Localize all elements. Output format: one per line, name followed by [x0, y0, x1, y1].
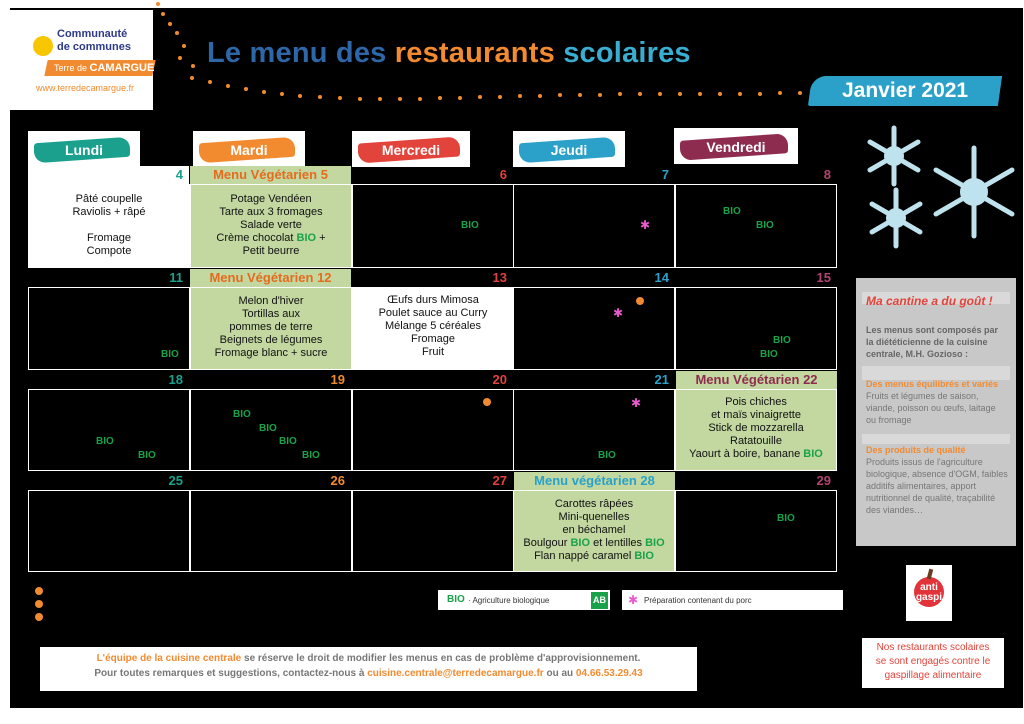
- veg-menu-header-12: Menu Végétarien 12: [190, 269, 351, 287]
- anti-waste-note: Nos restaurants scolaires se sont engagés contre le gaspillage alimentaire: [862, 638, 1004, 688]
- menu-cell-mardi-26: [190, 490, 352, 572]
- bio-label: BIO: [279, 436, 297, 447]
- menu-cell-jeudi-21: [513, 389, 675, 471]
- menu-cell-jeudi-28: Carottes râpées Mini-quenelles en béchamel Boulgour BIO et lentilles BIO Flan nappé caramel BIO: [513, 490, 675, 572]
- date-19: 19: [330, 372, 345, 387]
- bio-label: BIO: [138, 450, 156, 461]
- date-7: 7: [661, 167, 669, 182]
- bio-label: BIO: [773, 335, 791, 346]
- info-heading-1: Des menus équilibrés et variés: [866, 379, 999, 389]
- menu-cell-vendredi-8: [675, 184, 837, 268]
- bio-label: BIO: [598, 450, 616, 461]
- legend-bio: BIO · Agriculture biologique AB: [438, 590, 610, 610]
- menu-cell-jeudi-14: [513, 287, 675, 370]
- legend-pork: ✱ Préparation contenant du porc: [622, 590, 843, 610]
- bio-label: BIO: [96, 436, 114, 447]
- info-panel-title: Ma cantine a du goût !: [866, 294, 993, 308]
- date-11: 11: [169, 270, 183, 285]
- bio-label: BIO: [756, 220, 774, 231]
- veg-menu-header-5: Menu Végétarien 5: [190, 166, 351, 184]
- pork-star-icon: ✱: [613, 306, 624, 320]
- info-text-1: Fruits et légumes de saison, viande, poisson ou œufs, laitage ou fromage: [866, 391, 996, 425]
- menu-cell-mardi-19: [190, 389, 352, 471]
- date-13: 13: [492, 270, 507, 285]
- menu-cell-mardi-5: Potage Vendéen Tarte aux 3 fromages Salade verte Crème chocolat BIO + Petit beurre: [190, 184, 352, 268]
- logo-url[interactable]: www.terredecamargue.fr: [36, 83, 135, 93]
- bio-label: BIO: [723, 206, 741, 217]
- info-text-2: Produits issus de l'agriculture biologique, absence d'OGM, faibles additifs alimentaires, apport nutritionnel de qualité, traçabilité des viandes…: [866, 457, 1008, 515]
- month-banner: Janvier 2021: [808, 76, 1002, 106]
- date-18: 18: [168, 372, 183, 387]
- menu-cell-mercredi-13: Œufs durs Mimosa Poulet sauce au Curry Mélange 5 céréales Fromage Fruit: [352, 287, 514, 370]
- bio-label: BIO: [161, 349, 179, 360]
- menu-cell-lundi-4: Pâté coupelle Raviolis + râpé Fromage Compote: [28, 184, 190, 268]
- bio-label: BIO: [461, 220, 479, 231]
- logo-band-text: Terre de CAMARGUE: [54, 62, 155, 74]
- orange-dot-icon: [35, 613, 43, 621]
- info-heading-2: Des produits de qualité: [866, 445, 966, 455]
- menu-cell-mercredi-27: [352, 490, 514, 572]
- date-8: 8: [823, 167, 831, 182]
- date-6: 6: [499, 167, 507, 182]
- orange-dot-icon: [483, 398, 491, 406]
- pork-star-icon: ✱: [628, 593, 639, 607]
- bio-label: BIO: [302, 450, 320, 461]
- date-26: 26: [330, 473, 345, 488]
- pork-star-icon: ✱: [640, 218, 651, 232]
- bio-label: BIO: [760, 349, 778, 360]
- bio-label: BIO: [233, 409, 251, 420]
- info-intro: Les menus sont composés par la diététicienne de la cuisine centrale, M.H. Gozioso :: [866, 325, 999, 359]
- date-14: 14: [654, 270, 669, 285]
- page-title: Le menu des restaurants scolaires: [207, 37, 691, 69]
- anti-gaspi-logo: anti gaspi: [906, 565, 952, 621]
- menu-cell-jeudi-7: [513, 184, 675, 268]
- menu-cell-lundi-11: [28, 287, 190, 370]
- footer-note: L'équipe de la cuisine centrale se réserve le droit de modifier les menus en cas de problème d'approvisionnement. Pour toutes remarques et suggestions, contactez-nous à cuisine.centrale@terredecamargue.fr ou au 04.66.53.29.43: [40, 647, 697, 691]
- info-panel: [856, 278, 1016, 546]
- email-link[interactable]: cuisine.centrale@terredecamargue.fr: [367, 668, 544, 679]
- date-25: 25: [168, 473, 183, 488]
- snowflake-icon: [858, 122, 1024, 252]
- date-29: 29: [816, 473, 831, 488]
- day-header-mercredi: Mercredi: [352, 131, 470, 167]
- date-15: 15: [816, 270, 831, 285]
- menu-cell-mercredi-6: [352, 184, 514, 268]
- pork-star-icon: ✱: [631, 396, 642, 410]
- orange-dot-icon: [35, 600, 43, 608]
- menu-cell-mardi-12: Melon d'hiver Tortillas aux pommes de terre Beignets de légumes Fromage blanc + sucre: [190, 287, 352, 370]
- orange-dot-icon: [35, 587, 43, 595]
- day-header-lundi: Lundi: [28, 131, 140, 167]
- day-header-mardi: Mardi: [193, 131, 305, 167]
- menu-cell-mercredi-20: [352, 389, 514, 471]
- menu-cell-vendredi-29: [675, 490, 837, 572]
- day-header-vendredi: Vendredi: [674, 128, 798, 164]
- date-21: 21: [654, 372, 669, 387]
- day-header-jeudi: Jeudi: [513, 131, 625, 167]
- ab-logo-icon: AB: [591, 592, 608, 609]
- veg-menu-header-22: Menu Végétarien 22: [676, 371, 837, 389]
- date-27: 27: [492, 473, 507, 488]
- veg-menu-header-28: Menu végétarien 28: [514, 472, 675, 490]
- bio-label: BIO: [777, 513, 795, 524]
- logo-text: Communauté de communes: [57, 28, 131, 53]
- menu-cell-lundi-25: [28, 490, 190, 572]
- orange-dot-icon: [636, 297, 644, 305]
- bio-label: BIO: [259, 423, 277, 434]
- menu-cell-vendredi-15: [675, 287, 837, 370]
- phone-link[interactable]: 04.66.53.29.43: [575, 668, 643, 679]
- menu-cell-vendredi-22: Pois chiches et maïs vinaigrette Stick de mozzarella Ratatouille Yaourt à boire, banane BIO: [675, 389, 837, 471]
- menu-cell-lundi-18: [28, 389, 190, 471]
- date-4: 4: [28, 166, 189, 184]
- date-20: 20: [492, 372, 507, 387]
